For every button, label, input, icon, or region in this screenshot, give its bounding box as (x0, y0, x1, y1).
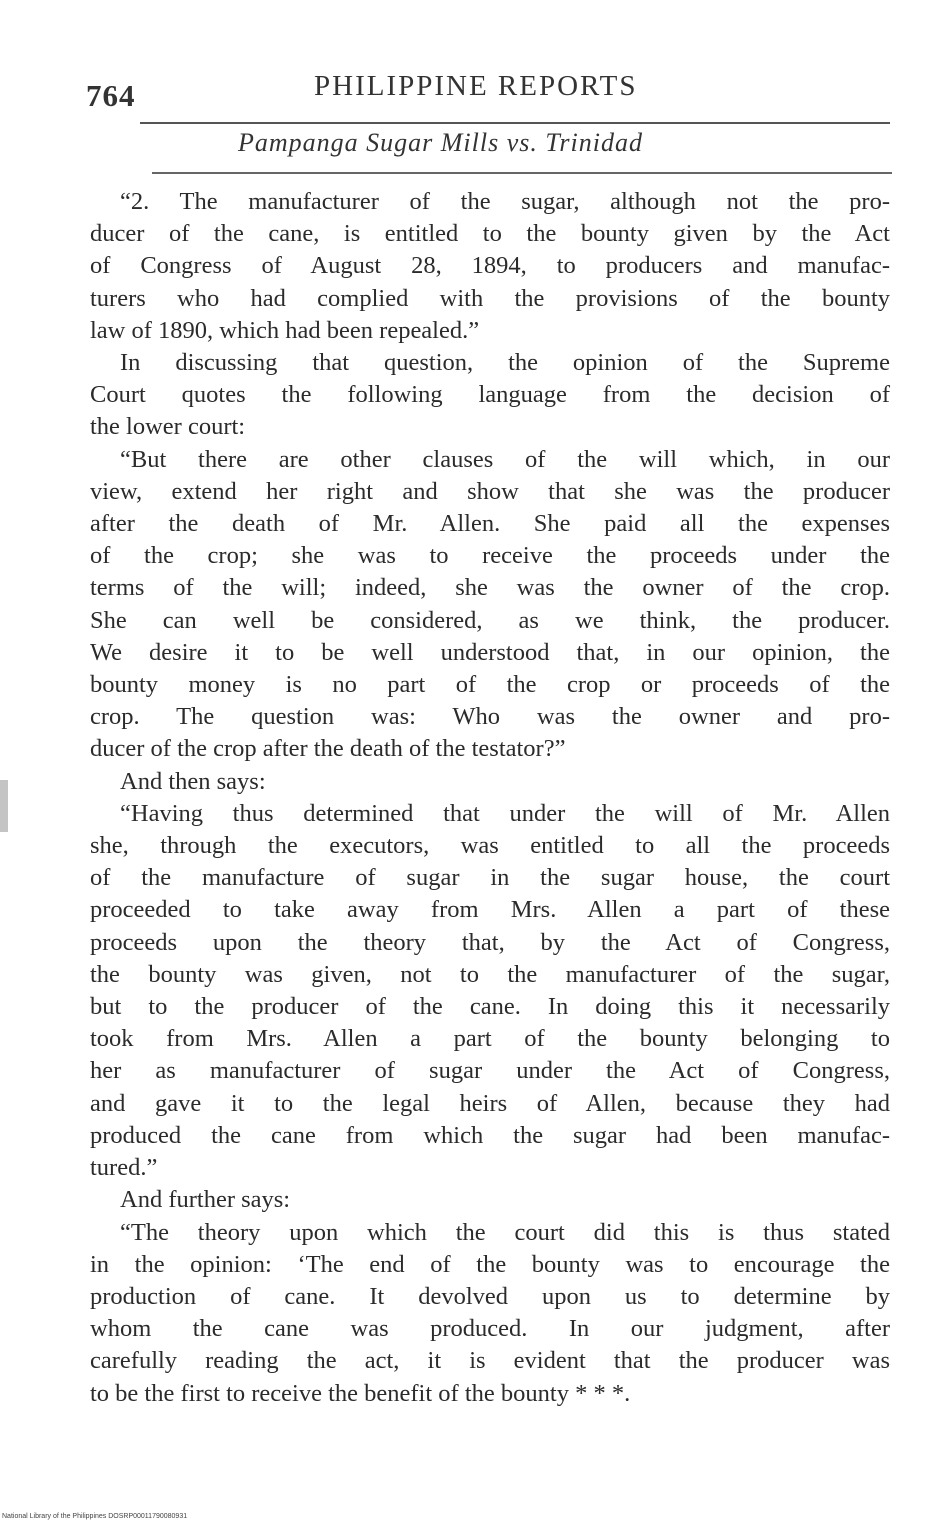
text-line: of the manufacture of sugar in the sugar house, the court (90, 864, 890, 892)
text-line: she, through the executors, was entitled to all the proceeds (90, 832, 890, 860)
binding-mark (0, 780, 8, 832)
text-line: the lower court: (90, 413, 246, 441)
page-number: 764 (86, 78, 136, 113)
text-line: In discussing that question, the opinion of the Supreme (120, 349, 890, 377)
text-line: turers who had complied with the provisions of the bounty (90, 284, 890, 312)
footer-attribution: National Library of the Philippines DOSRP00011790080931 (2, 1513, 188, 1520)
text-line: We desire it to be well understood that, in our opinion, the (90, 638, 890, 666)
text-line: the bounty was given, not to the manufacturer of the sugar, (90, 960, 890, 988)
text-line: She can well be considered, as we think, the producer. (90, 606, 890, 634)
text-line: of the crop; she was to receive the proceeds under the (90, 542, 890, 570)
text-line: produced the cane from which the sugar had been manufac- (90, 1121, 890, 1149)
text-line: crop. The question was: Who was the owner and pro- (90, 703, 890, 731)
text-line: bounty money is no part of the crop or proceeds of the (90, 671, 890, 699)
header-rule (140, 122, 890, 124)
text-line: after the death of Mr. Allen. She paid all the expenses (90, 510, 890, 538)
text-line: “Having thus determined that under the will of Mr. Allen (120, 799, 890, 827)
text-line: proceeds upon the theory that, by the Act of Congress, (90, 928, 890, 956)
text-line: but to the producer of the cane. In doing this it necessarily (90, 993, 890, 1021)
text-line: of Congress of August 28, 1894, to producers and manufac- (90, 252, 890, 280)
text-line: “But there are other clauses of the will which, in our (120, 445, 890, 473)
text-line: tured.” (90, 1154, 158, 1182)
case-title-rule (152, 172, 892, 174)
text-line: “The theory upon which the court did this is thus stated (120, 1218, 890, 1246)
body-text (90, 186, 890, 1410)
text-line: to be the first to receive the benefit of the bounty * * *. (90, 1379, 631, 1407)
text-line: ducer of the cane, is entitled to the bounty given by the Act (90, 220, 890, 248)
text-line: law of 1890, which had been repealed.” (90, 316, 480, 344)
text-line: terms of the will; indeed, she was the owner of the crop. (90, 574, 890, 602)
text-line: and gave it to the legal heirs of Allen, because they had (90, 1089, 890, 1117)
text-line: production of cane. It devolved upon us to determine by (90, 1282, 890, 1310)
text-line: whom the cane was produced. In our judgment, after (90, 1315, 890, 1343)
text-line: carefully reading the act, it is evident that the producer was (90, 1347, 890, 1375)
text-line: in the opinion: ‘The end of the bounty was to encourage the (90, 1250, 890, 1278)
text-line: And then says: (120, 767, 266, 795)
text-line: ducer of the crop after the death of the testator?” (90, 735, 566, 763)
text-line: view, extend her right and show that she was the producer (90, 477, 890, 505)
text-line: proceeded to take away from Mrs. Allen a part of these (90, 896, 890, 924)
text-line: her as manufacturer of sugar under the Act of Congress, (90, 1057, 890, 1085)
running-title: PHILIPPINE REPORTS (314, 70, 638, 102)
text-line: Court quotes the following language from the decision of (90, 381, 890, 409)
text-line: “2. The manufacturer of the sugar, although not the pro- (120, 188, 890, 215)
case-title: Pampanga Sugar Mills vs. Trinidad (238, 128, 643, 157)
text-line: took from Mrs. Allen a part of the bounty belonging to (90, 1025, 890, 1053)
text-line: And further says: (120, 1186, 291, 1214)
